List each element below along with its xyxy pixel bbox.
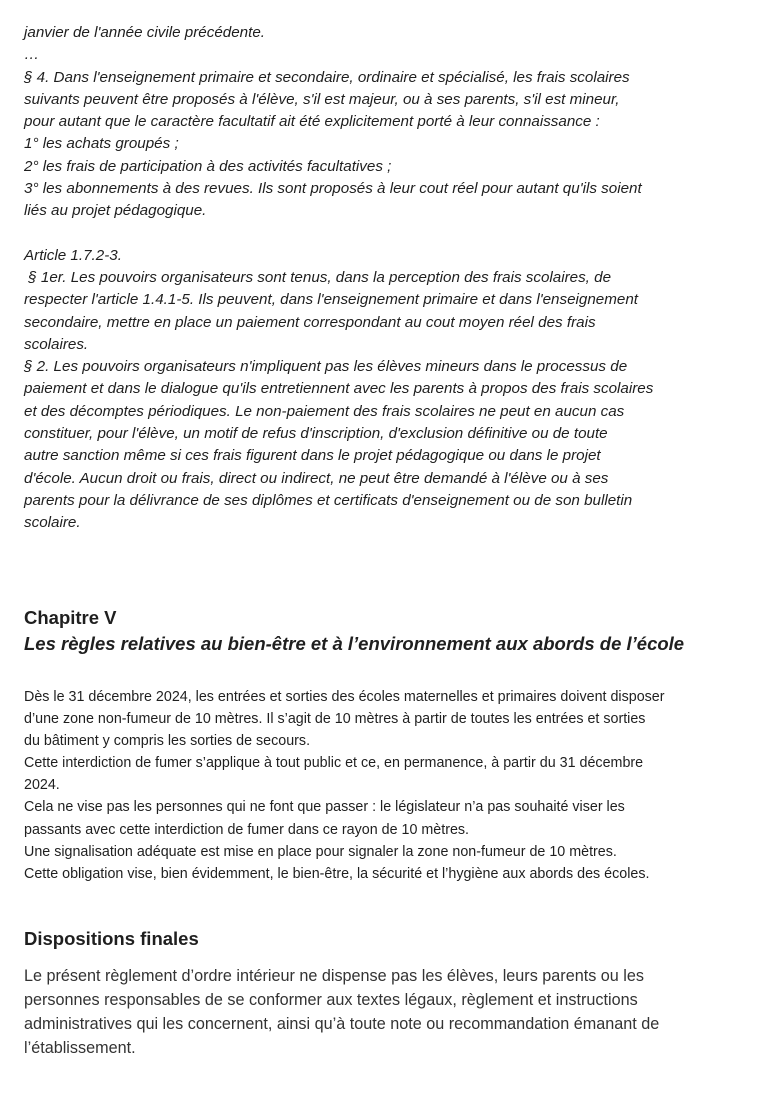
text-line: et des décomptes périodiques. Le non-paiement des frais scolaires ne peut en aucun cas (24, 402, 625, 420)
text-line: scolaire. (24, 514, 81, 532)
article-heading: Article 1.7.2-3. (24, 246, 122, 264)
text-line: Cette obligation vise, bien évidemment, le bien-être, la sécurité et l’hygiène aux abords des écoles. (24, 865, 650, 882)
final-text (24, 964, 740, 1060)
text-line: § 1er. Les pouvoirs organisateurs sont tenus, dans la perception des frais scolaires, de (24, 268, 612, 286)
text-line: personnes responsables de se conformer aux textes légaux, règlement et instructions (24, 991, 638, 1009)
text-line: 2024. (24, 777, 60, 794)
text-line: Dès le 31 décembre 2024, les entrées et sorties des écoles maternelles et primaires doivent disposer (24, 689, 665, 705)
chapter-title: Chapitre V (24, 607, 117, 628)
text-line: d'école. Aucun droit ou frais, direct ou indirect, ne peut être demandé à l'élève ou à ses (24, 469, 609, 487)
chapter-subtitle: Les règles relatives au bien-être et à l’environnement aux abords de l’école (24, 633, 685, 654)
text-line: paiement et dans le dialogue qu'ils entretiennent avec les parents à propos des frais scolaires (24, 380, 654, 398)
text-line: parents pour la délivrance de ses diplômes et certificats d'enseignement ou de son bulletin (24, 491, 633, 509)
text-line: secondaire, mettre en place un paiement correspondant au cout moyen réel des frais (24, 313, 596, 331)
text-line: suivants peuvent être proposés à l'élève, s'il est majeur, ou à ses parents, s'il est mineur, (24, 90, 620, 108)
text-line: janvier de l'année civile précédente. (24, 24, 265, 41)
text-line: administratives qui les concernent, ainsi qu’à toute note ou recommandation émanant de (24, 1015, 660, 1033)
chapter-body (24, 686, 740, 885)
text-line: du bâtiment y compris les sorties de secours. (24, 733, 311, 750)
final-provisions (24, 926, 740, 1060)
text-line: Cela ne vise pas les personnes qui ne font que passer : le législateur n’a pas souhaité viser les (24, 799, 625, 816)
chapter-header (24, 605, 740, 657)
list-item: 3° les abonnements à des revues. Ils sont proposés à leur cout réel pour autant qu'ils soient (24, 180, 642, 198)
text-line: l’établissement. (24, 1039, 136, 1057)
text-line: Une signalisation adéquate est mise en place pour signaler la zone non-fumeur de 10 mètres. (24, 843, 617, 860)
list-item: 2° les frais de participation à des activités facultatives ; (24, 157, 392, 175)
text-line: § 4. Dans l'enseignement primaire et secondaire, ordinaire et spécialisé, les frais scolaires (24, 68, 630, 86)
text-line: passants avec cette interdiction de fumer dans ce rayon de 10 mètres. (24, 821, 470, 838)
text-line: pour autant que le caractère facultatif ait été explicitement porté à leur connaissance : (24, 113, 600, 131)
text-line: scolaires. (24, 335, 89, 353)
text-line: d’une zone non-fumeur de 10 mètres. Il s’agit de 10 mètres à partir de toutes les entrées et sorties (24, 711, 646, 728)
text-line: liés au projet pédagogique. (24, 202, 207, 220)
legal-excerpt (24, 22, 740, 535)
text-line: constituer, pour l'élève, un motif de refus d'inscription, d'exclusion définitive ou de toute (24, 425, 608, 443)
text-line: Cette interdiction de fumer s’applique à tout public et ce, en permanence, à partir du 31 décembre (24, 755, 644, 772)
ellipsis: … (24, 46, 40, 64)
final-title: Dispositions finales (24, 928, 199, 949)
list-item: 1° les achats groupés ; (24, 135, 179, 153)
text-line: autre sanction même si ces frais figurent dans le projet pédagogique ou dans le projet (24, 447, 601, 465)
text-line: Le présent règlement d’ordre intérieur ne dispense pas les élèves, leurs parents ou les (24, 967, 644, 985)
text-line: § 2. Les pouvoirs organisateurs n'impliquent pas les élèves mineurs dans le processus de (24, 358, 628, 376)
text-line: respecter l'article 1.4.1-5. Ils peuvent, dans l'enseignement primaire et dans l'enseignement (24, 291, 639, 309)
